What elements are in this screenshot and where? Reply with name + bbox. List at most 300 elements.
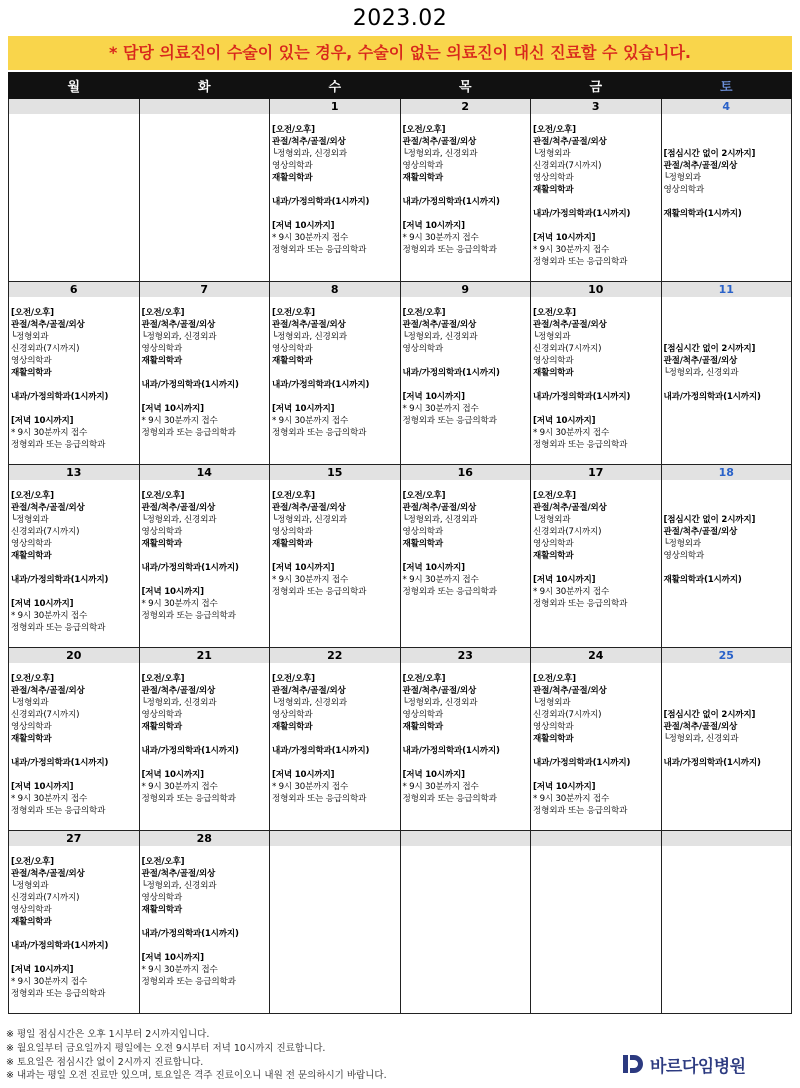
schedule-line: * 9시 30분까지 접수: [402, 404, 479, 414]
schedule-line: 정형외과 또는 응급의학과: [402, 416, 497, 426]
schedule-line: └정형외과: [11, 881, 49, 891]
schedule-line: 재활의학과: [402, 722, 444, 732]
schedule-line: * 9시 30분까지 접수: [11, 794, 88, 804]
schedule-line: [11, 928, 137, 940]
schedule-line: * 9시 30분까지 접수: [141, 782, 218, 792]
day-number: 8: [270, 282, 400, 297]
schedule-line: 영상의학과: [141, 527, 183, 537]
schedule-line: [272, 757, 398, 769]
schedule-line: [오전/오후]: [141, 674, 185, 684]
schedule-line: [오전/오후]: [533, 674, 576, 684]
schedule-line: 정형외과 또는 응급의학과: [533, 599, 628, 609]
day-schedule: [531, 846, 661, 856]
schedule-line: [272, 733, 398, 745]
schedule-line: [11, 586, 137, 598]
day-schedule: [662, 480, 792, 586]
day-schedule: [9, 114, 139, 124]
schedule-line: [272, 184, 398, 196]
schedule-line: 내과/가정의학과(1시까지): [663, 392, 761, 402]
day-number: 2: [401, 99, 531, 114]
day-cell: [270, 831, 401, 1014]
schedule-line: [오전/오후]: [402, 308, 446, 318]
footnote: ※ 평일 점심시간은 오후 1시부터 2시까지입니다.: [6, 1029, 210, 1040]
hospital-name: 바르다임병원: [650, 1056, 746, 1077]
schedule-line: [142, 550, 268, 562]
schedule-line: 영상의학과: [11, 905, 52, 915]
schedule-line: └정형외과, 신경외과: [663, 368, 739, 378]
day-cell: [531, 648, 662, 831]
schedule-line: 관절/척추/골절/외상: [141, 686, 216, 696]
week-row: [9, 831, 792, 1014]
schedule-line: 정형외과 또는 응급의학과: [11, 989, 106, 999]
day-schedule: [531, 114, 661, 268]
footnotes: [6, 1028, 566, 1083]
day-number: 25: [662, 648, 792, 663]
schedule-line: * 9시 30분까지 접수: [141, 599, 218, 609]
day-cell: [400, 648, 531, 831]
schedule-line: [저녁 10시까지]: [272, 221, 335, 231]
schedule-line: 내과/가정의학과(1시까지): [11, 575, 109, 585]
schedule-line: └정형외과: [533, 149, 571, 159]
schedule-line: [664, 673, 790, 685]
schedule-line: [오전/오후]: [402, 491, 446, 501]
schedule-line: └정형외과, 신경외과: [402, 149, 478, 159]
day-number: 17: [531, 465, 661, 480]
schedule-line: └정형외과: [11, 698, 49, 708]
day-number: [531, 831, 661, 846]
schedule-line: * 9시 30분까지 접수: [272, 416, 349, 426]
schedule-line: * 9시 30분까지 접수: [272, 233, 349, 243]
schedule-line: 관절/척추/골절/외상: [272, 686, 346, 696]
schedule-line: [533, 403, 659, 415]
day-number: 7: [140, 282, 270, 297]
day-number: 21: [140, 648, 270, 663]
schedule-line: [저녁 10시까지]: [533, 575, 596, 585]
schedule-line: [오전/오후]: [533, 491, 576, 501]
schedule-line: 영상의학과: [663, 551, 705, 561]
day-cell: [139, 831, 270, 1014]
schedule-line: 재활의학과: [272, 356, 313, 366]
schedule-line: 내과/가정의학과(1시까지): [141, 746, 239, 756]
day-schedule: [9, 846, 139, 1000]
schedule-line: [533, 769, 659, 781]
schedule-line: 관절/척추/골절/외상: [11, 503, 85, 513]
day-number: [140, 99, 270, 114]
schedule-line: 정형외과 또는 응급의학과: [272, 794, 367, 804]
schedule-line: [저녁 10시까지]: [402, 221, 465, 231]
schedule-line: 영상의학과: [402, 344, 444, 354]
schedule-line: [664, 379, 790, 391]
day-cell: [270, 282, 401, 465]
hospital-logo: [622, 1050, 792, 1078]
schedule-line: 정형외과 또는 응급의학과: [533, 806, 628, 816]
schedule-line: [오전/오후]: [141, 857, 185, 867]
schedule-line: 관절/척추/골절/외상: [272, 137, 346, 147]
day-number: [401, 831, 531, 846]
schedule-line: [오전/오후]: [141, 491, 185, 501]
schedule-line: [142, 391, 268, 403]
schedule-line: 정형외과 또는 응급의학과: [11, 623, 106, 633]
schedule-line: [664, 697, 790, 709]
schedule-line: 재활의학과: [11, 368, 52, 378]
day-number: 16: [401, 465, 531, 480]
schedule-line: [점심시간 없이 2시까지]: [663, 344, 756, 354]
schedule-line: 정형외과 또는 응급의학과: [272, 245, 367, 255]
schedule-line: └정형외과, 신경외과: [272, 332, 347, 342]
schedule-line: [664, 685, 790, 697]
schedule-line: [저녁 10시까지]: [533, 416, 596, 426]
schedule-line: [142, 367, 268, 379]
schedule-line: [저녁 10시까지]: [141, 770, 204, 780]
schedule-line: 정형외과 또는 응급의학과: [402, 794, 497, 804]
schedule-line: [오전/오후]: [11, 491, 54, 501]
day-number: 24: [531, 648, 661, 663]
schedule-line: 영상의학과: [272, 344, 313, 354]
schedule-line: [저녁 10시까지]: [11, 416, 74, 426]
schedule-line: * 9시 30분까지 접수: [402, 233, 479, 243]
schedule-line: [저녁 10시까지]: [11, 782, 74, 792]
schedule-line: [오전/오후]: [141, 308, 185, 318]
schedule-line: 재활의학과: [11, 551, 52, 561]
day-schedule: [401, 846, 531, 856]
hospital-logo-icon: [622, 1053, 644, 1075]
day-cell: [139, 465, 270, 648]
schedule-line: [저녁 10시까지]: [402, 563, 465, 573]
schedule-line: └정형외과: [533, 515, 571, 525]
schedule-line: [11, 769, 137, 781]
schedule-line: [점심시간 없이 2시까지]: [663, 710, 756, 720]
schedule-line: * 9시 30분까지 접수: [533, 587, 610, 597]
schedule-line: [점심시간 없이 2시까지]: [663, 149, 756, 159]
page-title: 2023.02: [352, 6, 448, 31]
schedule-line: [272, 550, 398, 562]
schedule-line: 영상의학과: [402, 161, 444, 171]
schedule-line: └정형외과, 신경외과: [402, 332, 478, 342]
schedule-line: 재활의학과: [272, 722, 313, 732]
schedule-line: 정형외과 또는 응급의학과: [272, 587, 367, 597]
schedule-line: 재활의학과: [533, 185, 574, 195]
schedule-line: 관절/척추/골절/외상: [11, 686, 85, 696]
day-schedule: [401, 114, 531, 256]
schedule-line: 영상의학과: [402, 710, 444, 720]
schedule-line: 관절/척추/골절/외상: [402, 503, 477, 513]
schedule-line: * 9시 30분까지 접수: [402, 782, 479, 792]
weekday-thu: 목: [400, 73, 531, 99]
schedule-line: [저녁 10시까지]: [533, 782, 596, 792]
schedule-line: [저녁 10시까지]: [272, 404, 335, 414]
schedule-line: 내과/가정의학과(1시까지): [272, 746, 370, 756]
schedule-line: [11, 745, 137, 757]
day-cell: [661, 99, 792, 282]
schedule-line: 신경외과(7시까지): [533, 527, 602, 537]
schedule-line: [저녁 10시까지]: [402, 392, 465, 402]
schedule-line: 재활의학과: [533, 368, 574, 378]
schedule-line: 영상의학과: [272, 710, 313, 720]
schedule-line: [오전/오후]: [533, 308, 576, 318]
schedule-line: [403, 355, 529, 367]
day-cell: [400, 465, 531, 648]
weekday-wed: 수: [270, 73, 401, 99]
schedule-line: └정형외과: [11, 332, 49, 342]
schedule-line: [664, 490, 790, 502]
schedule-line: 정형외과 또는 응급의학과: [272, 428, 367, 438]
schedule-line: * 9시 30분까지 접수: [402, 575, 479, 585]
footnote: ※ 월요일부터 금요일까지 평일에는 오전 9시부터 저녁 10시까지 진료합니다.: [6, 1042, 326, 1054]
schedule-line: 재활의학과: [272, 539, 313, 549]
schedule-line: 영상의학과: [663, 185, 705, 195]
day-schedule: [662, 297, 792, 403]
schedule-line: 내과/가정의학과(1시까지): [402, 197, 500, 207]
day-cell: [531, 465, 662, 648]
schedule-line: [664, 307, 790, 319]
day-number: [662, 831, 792, 846]
schedule-line: [11, 379, 137, 391]
day-number: 13: [9, 465, 139, 480]
weekday-header-row: [9, 73, 792, 99]
schedule-line: 관절/척추/골절/외상: [141, 503, 216, 513]
schedule-line: └정형외과, 신경외과: [272, 515, 347, 525]
schedule-line: 재활의학과: [141, 722, 183, 732]
schedule-line: 영상의학과: [533, 722, 574, 732]
schedule-line: 내과/가정의학과(1시까지): [533, 209, 631, 219]
day-schedule: [140, 114, 270, 124]
day-schedule: [401, 297, 531, 427]
day-schedule: [140, 663, 270, 805]
schedule-line: 정형외과 또는 응급의학과: [11, 440, 106, 450]
footnote: ※ 내과는 평일 오전 진료만 있으며, 토요일은 격주 진료이오니 내원 전 문의하시기 바랍니다.: [6, 1070, 387, 1082]
day-schedule: [531, 297, 661, 451]
schedule-line: [664, 196, 790, 208]
schedule-line: 정형외과 또는 응급의학과: [141, 428, 236, 438]
schedule-line: 내과/가정의학과(1시까지): [533, 392, 631, 402]
schedule-line: [오전/오후]: [402, 674, 446, 684]
day-cell: [531, 831, 662, 1014]
schedule-line: 영상의학과: [533, 539, 574, 549]
day-cell: [661, 465, 792, 648]
schedule-line: 재활의학과: [402, 539, 444, 549]
schedule-line: [403, 757, 529, 769]
day-number: 6: [9, 282, 139, 297]
schedule-line: 영상의학과: [11, 356, 52, 366]
day-schedule: [270, 480, 400, 598]
schedule-line: └정형외과, 신경외과: [272, 698, 347, 708]
schedule-line: 내과/가정의학과(1시까지): [11, 758, 109, 768]
schedule-line: [저녁 10시까지]: [272, 563, 335, 573]
schedule-line: [저녁 10시까지]: [141, 953, 204, 963]
day-cell: [400, 831, 531, 1014]
day-schedule: [9, 663, 139, 817]
schedule-line: [저녁 10시까지]: [402, 770, 465, 780]
schedule-line: * 9시 30분까지 접수: [11, 611, 88, 621]
schedule-line: 관절/척추/골절/외상: [663, 527, 738, 537]
schedule-line: 정형외과 또는 응급의학과: [402, 245, 497, 255]
schedule-line: └정형외과, 신경외과: [141, 515, 217, 525]
schedule-line: └정형외과, 신경외과: [272, 149, 347, 159]
schedule-line: 내과/가정의학과(1시까지): [272, 197, 370, 207]
schedule-line: 영상의학과: [141, 710, 183, 720]
schedule-line: 정형외과 또는 응급의학과: [141, 794, 236, 804]
day-schedule: [9, 480, 139, 634]
schedule-line: [664, 745, 790, 757]
day-number: 3: [531, 99, 661, 114]
schedule-line: └정형외과, 신경외과: [402, 698, 478, 708]
schedule-line: 내과/가정의학과(1시까지): [402, 368, 500, 378]
schedule-line: 정형외과 또는 응급의학과: [141, 977, 236, 987]
schedule-line: [533, 562, 659, 574]
schedule-line: [오전/오후]: [272, 308, 315, 318]
schedule-line: [저녁 10시까지]: [11, 965, 74, 975]
schedule-line: [403, 733, 529, 745]
schedule-line: 영상의학과: [272, 527, 313, 537]
schedule-line: * 9시 30분까지 접수: [11, 428, 88, 438]
schedule-line: * 9시 30분까지 접수: [141, 965, 218, 975]
day-cell: [139, 99, 270, 282]
schedule-line: 관절/척추/골절/외상: [533, 686, 607, 696]
schedule-line: [272, 208, 398, 220]
schedule-line: [272, 367, 398, 379]
schedule-line: 정형외과 또는 응급의학과: [11, 806, 106, 816]
schedule-line: [오전/오후]: [272, 674, 315, 684]
schedule-line: [오전/오후]: [533, 125, 576, 135]
schedule-line: 관절/척추/골절/외상: [272, 320, 346, 330]
schedule-line: 재활의학과: [11, 917, 52, 927]
schedule-line: 영상의학과: [533, 356, 574, 366]
schedule-line: 영상의학과: [533, 173, 574, 183]
schedule-line: 관절/척추/골절/외상: [11, 320, 85, 330]
day-cell: [270, 465, 401, 648]
schedule-line: 내과/가정의학과(1시까지): [533, 758, 631, 768]
schedule-line: 정형외과 또는 응급의학과: [533, 440, 628, 450]
schedule-line: 내과/가정의학과(1시까지): [141, 380, 239, 390]
week-row: [9, 648, 792, 831]
weekday-mon: 월: [9, 73, 140, 99]
day-cell: [531, 99, 662, 282]
schedule-line: 영상의학과: [11, 722, 52, 732]
schedule-line: * 9시 30분까지 접수: [533, 428, 610, 438]
schedule-line: [664, 319, 790, 331]
schedule-line: 재활의학과: [533, 734, 574, 744]
schedule-line: 관절/척추/골절/외상: [141, 869, 216, 879]
notice-banner: * 담당 의료진이 수술이 있는 경우, 수술이 없는 의료진이 대신 진료할 수 있습니다.: [8, 36, 792, 70]
schedule-line: [403, 550, 529, 562]
schedule-line: [11, 952, 137, 964]
schedule-line: 재활의학과(1시까지): [663, 209, 742, 219]
footnote: ※ 토요일은 점심시간 없이 2시까지 진료합니다.: [6, 1056, 204, 1068]
schedule-line: [142, 940, 268, 952]
schedule-line: 신경외과(7시까지): [11, 710, 80, 720]
schedule-line: 내과/가정의학과(1시까지): [141, 929, 239, 939]
day-number: 4: [662, 99, 792, 114]
schedule-line: [403, 184, 529, 196]
day-number: 9: [401, 282, 531, 297]
day-schedule: [270, 663, 400, 805]
schedule-line: └정형외과, 신경외과: [402, 515, 478, 525]
schedule-line: └정형외과, 신경외과: [141, 881, 217, 891]
day-number: 14: [140, 465, 270, 480]
day-schedule: [531, 663, 661, 817]
schedule-line: 관절/척추/골절/외상: [663, 161, 738, 171]
schedule-line: 재활의학과: [11, 734, 52, 744]
day-schedule: [531, 480, 661, 610]
schedule-line: 정형외과 또는 응급의학과: [533, 257, 628, 267]
weekday-fri: 금: [531, 73, 662, 99]
weekday-sat: 토: [661, 73, 792, 99]
schedule-line: └정형외과: [663, 173, 701, 183]
schedule-line: 내과/가정의학과(1시까지): [141, 563, 239, 573]
schedule-line: [533, 379, 659, 391]
schedule-line: 영상의학과: [141, 893, 183, 903]
schedule-line: 관절/척추/골절/외상: [533, 137, 607, 147]
day-cell: [661, 648, 792, 831]
schedule-line: 신경외과(7시까지): [11, 893, 80, 903]
schedule-line: [저녁 10시까지]: [533, 233, 596, 243]
schedule-line: └정형외과, 신경외과: [141, 332, 217, 342]
day-number: 23: [401, 648, 531, 663]
schedule-line: [11, 403, 137, 415]
day-cell: [9, 648, 140, 831]
day-number: 10: [531, 282, 661, 297]
schedule-line: * 9시 30분까지 접수: [533, 794, 610, 804]
day-number: 28: [140, 831, 270, 846]
schedule-calendar: [8, 72, 792, 1014]
day-number: 11: [662, 282, 792, 297]
schedule-line: 신경외과(7시까지): [533, 710, 602, 720]
schedule-line: [142, 733, 268, 745]
schedule-line: [403, 379, 529, 391]
day-cell: [400, 282, 531, 465]
schedule-line: [오전/오후]: [402, 125, 446, 135]
schedule-line: 내과/가정의학과(1시까지): [11, 941, 109, 951]
schedule-line: 관절/척추/골절/외상: [402, 137, 477, 147]
schedule-line: * 9시 30분까지 접수: [272, 782, 349, 792]
schedule-line: 관절/척추/골절/외상: [402, 320, 477, 330]
day-schedule: [662, 663, 792, 769]
schedule-line: [664, 502, 790, 514]
day-cell: [400, 99, 531, 282]
day-schedule: [401, 663, 531, 805]
day-schedule: [270, 297, 400, 439]
schedule-line: * 9시 30분까지 접수: [141, 416, 218, 426]
schedule-line: 영상의학과: [11, 539, 52, 549]
schedule-line: [664, 124, 790, 136]
day-cell: [661, 831, 792, 1014]
day-schedule: [662, 114, 792, 220]
schedule-line: [664, 331, 790, 343]
weekday-tue: 화: [139, 73, 270, 99]
week-row: [9, 282, 792, 465]
schedule-line: 관절/척추/골절/외상: [663, 356, 738, 366]
day-schedule: [140, 846, 270, 988]
day-schedule: [662, 846, 792, 856]
schedule-line: [오전/오후]: [272, 125, 315, 135]
schedule-line: 재활의학과(1시까지): [663, 575, 742, 585]
day-number: [9, 99, 139, 114]
schedule-line: 정형외과 또는 응급의학과: [141, 611, 236, 621]
schedule-line: 관절/척추/골절/외상: [11, 869, 85, 879]
schedule-line: └정형외과: [11, 515, 49, 525]
schedule-line: [오전/오후]: [11, 308, 54, 318]
schedule-line: 재활의학과: [141, 905, 183, 915]
day-number: 18: [662, 465, 792, 480]
day-number: 22: [270, 648, 400, 663]
schedule-line: └정형외과: [533, 698, 571, 708]
schedule-line: 영상의학과: [402, 527, 444, 537]
schedule-line: └정형외과: [663, 539, 701, 549]
schedule-line: [142, 574, 268, 586]
day-cell: [270, 99, 401, 282]
schedule-line: [403, 208, 529, 220]
day-number: 1: [270, 99, 400, 114]
